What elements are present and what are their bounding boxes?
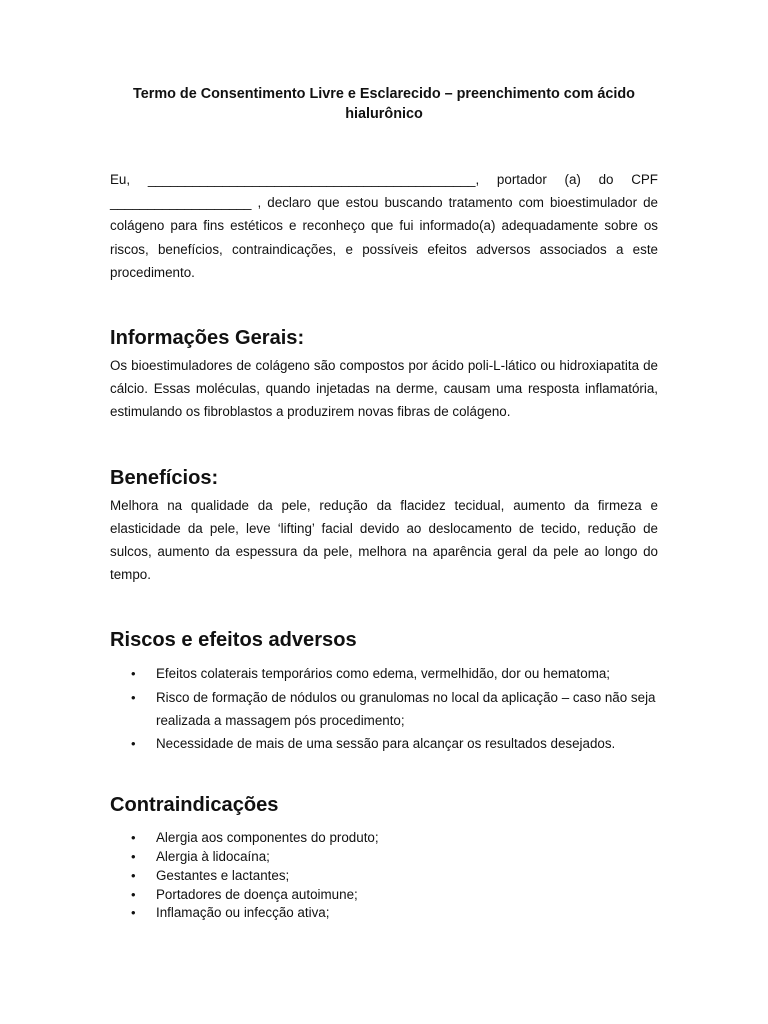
bullet-icon: • <box>131 886 136 902</box>
document-page <box>110 84 658 923</box>
list-item-text: Alergia à lidocaína; <box>156 849 270 865</box>
list-item <box>110 829 658 848</box>
bullet-icon: • <box>131 849 136 865</box>
risks-list <box>110 662 658 755</box>
bullet-icon: • <box>131 905 136 921</box>
list-item-text: Risco de formação de nódulos ou granulomas no local da aplicação – caso não seja realizada a massagem pós procedimento; <box>156 689 656 728</box>
list-item-text: Efeitos colaterais temporários como edema, vermelhidão, dor ou hematoma; <box>156 666 611 682</box>
document-title: Termo de Consentimento Livre e Esclarecido – preenchimento com ácido hialurônico <box>133 86 635 122</box>
list-item <box>110 732 658 755</box>
contraindications-heading: Contraindicações <box>110 794 279 817</box>
benefits-heading: Benefícios: <box>110 466 219 489</box>
list-item <box>110 686 658 732</box>
list-item <box>110 886 658 905</box>
bullet-icon: • <box>131 830 136 846</box>
list-item-text: Necessidade de mais de uma sessão para alcançar os resultados desejados. <box>156 736 616 752</box>
intro-paragraph: Eu, ____________________________________________, portador (a) do CPF ___________________ , declaro que estou buscando tratamento com bioestimulador de colágeno para fins estéticos e reconheço que fui informado(a) adequadamente sobre os riscos, benefícios, contraindicações, e possíveis efeitos adversos associados a este procedimento. <box>110 172 658 280</box>
list-item-text: Alergia aos componentes do produto; <box>156 830 379 846</box>
list-item <box>110 848 658 867</box>
risks-heading: Riscos e efeitos adversos <box>110 629 357 652</box>
list-item-text: Portadores de doença autoimune; <box>156 886 358 902</box>
general-info-heading: Informações Gerais: <box>110 327 305 350</box>
bullet-icon: • <box>131 867 136 883</box>
general-info-paragraph: Os bioestimuladores de colágeno são compostos por ácido poli-L-lático ou hidroxiapatita de cálcio. Essas moléculas, quando injetadas na derme, causam uma resposta inflamatória, estimulando os fibroblastos a produzirem novas fibras de colágeno. <box>110 358 658 420</box>
list-item <box>110 867 658 886</box>
bullet-icon: • <box>131 666 136 682</box>
list-item-text: Inflamação ou infecção ativa; <box>156 905 330 921</box>
bullet-icon: • <box>131 689 136 705</box>
list-item <box>110 904 658 923</box>
contraindications-list <box>110 829 658 923</box>
benefits-paragraph: Melhora na qualidade da pele, redução da flacidez tecidual, aumento da firmeza e elasticidade da pele, leve ‘lifting’ facial devido ao deslocamento de tecido, redução de sulcos, aumento da espessura da pele, melhora na aparência geral da pele ao longo do tempo. <box>110 497 658 583</box>
bullet-icon: • <box>131 736 136 752</box>
list-item-text: Gestantes e lactantes; <box>156 867 290 883</box>
list-item <box>110 662 658 685</box>
